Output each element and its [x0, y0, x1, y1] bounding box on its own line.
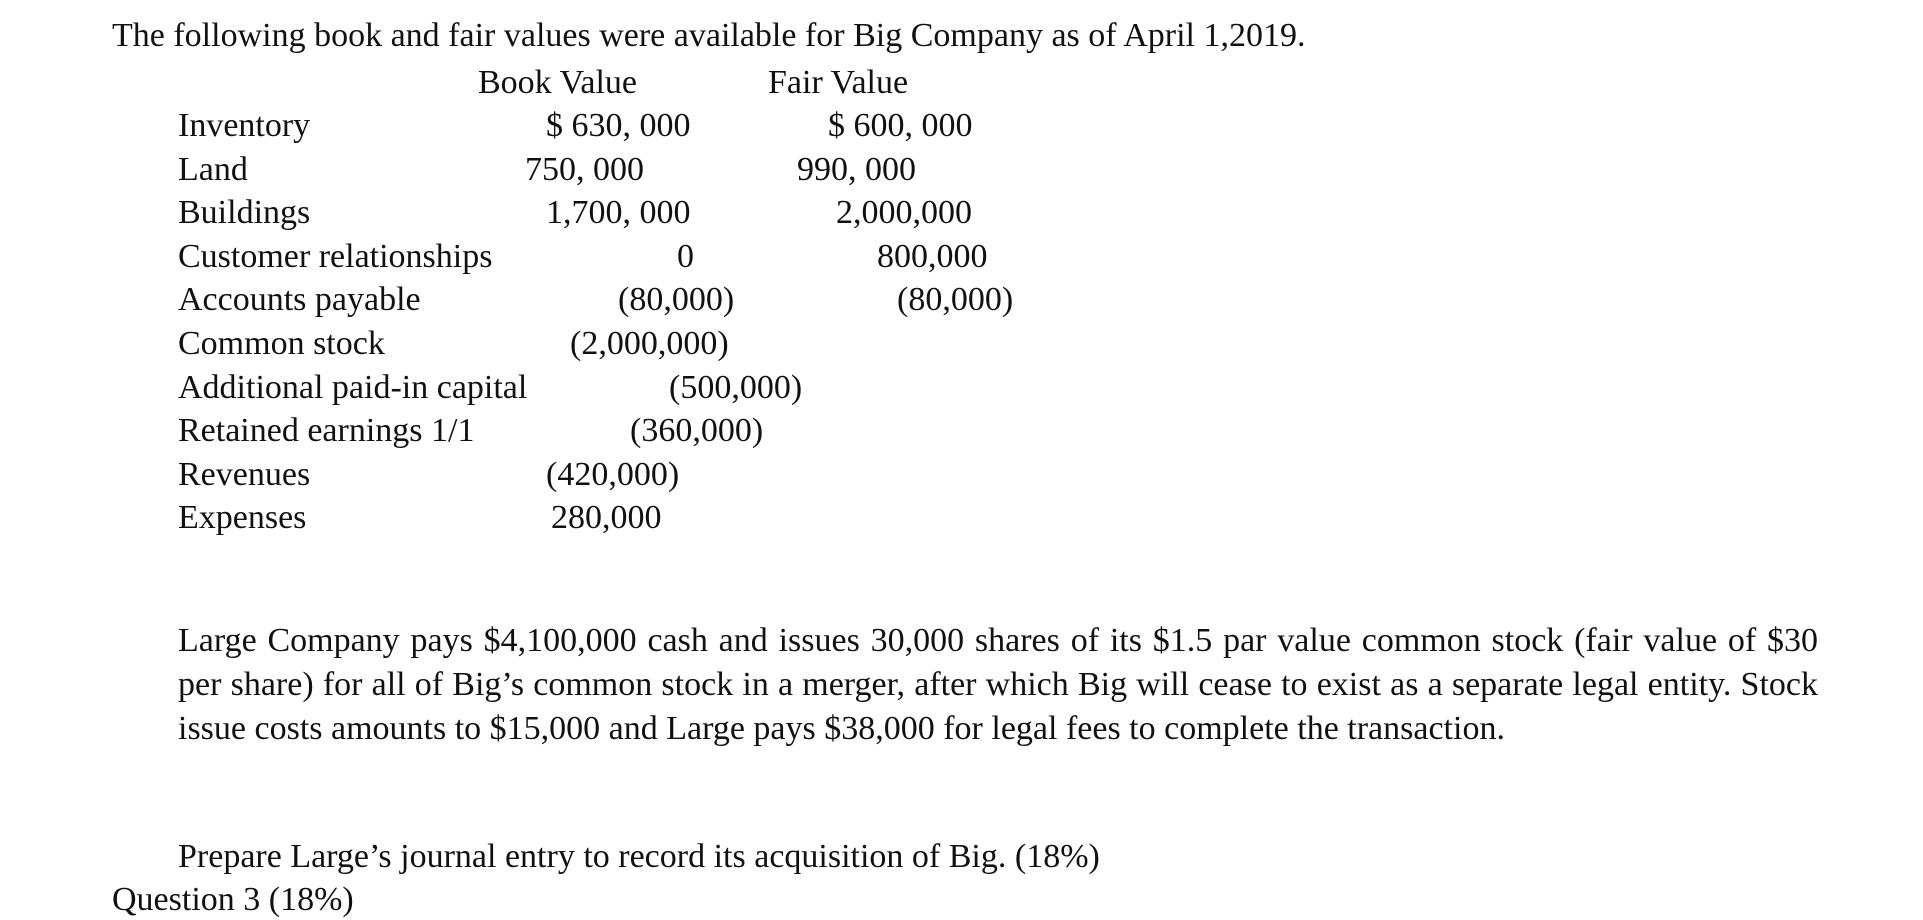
book-value-expenses: 280,000	[551, 499, 662, 536]
book-value-retained-earnings: (360,000)	[630, 412, 764, 449]
row-label-retained-earnings: Retained earnings 1/1	[178, 412, 475, 449]
row-label-land: Land	[178, 151, 248, 188]
row-label-inventory: Inventory	[178, 107, 311, 144]
cutoff-question-heading: Question 3 (18%)	[112, 881, 354, 918]
fair-value-land: 990, 000	[797, 151, 916, 188]
fair-value-accounts-payable: (80,000)	[897, 281, 1014, 318]
fair-value-inventory: $ 600, 000	[828, 107, 973, 144]
row-label-customer-relationships: Customer relationships	[178, 238, 493, 275]
book-value-land: 750, 000	[525, 151, 644, 188]
book-value-accounts-payable: (80,000)	[618, 281, 735, 318]
fair-value-customer-relationships: 800,000	[877, 238, 988, 275]
book-value-buildings: 1,700, 000	[546, 194, 691, 231]
book-value-revenues: (420,000)	[546, 456, 680, 493]
row-label-buildings: Buildings	[178, 194, 311, 231]
book-value-header: Book Value	[478, 64, 637, 101]
book-value-customer-relationships: 0	[677, 238, 694, 275]
row-label-revenues: Revenues	[178, 456, 311, 493]
book-value-inventory: $ 630, 000	[546, 107, 691, 144]
transaction-paragraph: Large Company pays $4,100,000 cash and issues 30,000 shares of its $1.5 par value common stock (fair value of $30 per share) for all of Big’s common stock in a merger, after which Big will cease to exist as a separate legal entity. Stock issue costs amounts to $15,000 and Large pays $38,000 for legal fees to complete the transaction.	[178, 622, 1818, 747]
instruction-text: Prepare Large’s journal entry to record its acquisition of Big. (18%)	[178, 838, 1100, 875]
book-value-additional-paid-in-capital: (500,000)	[669, 369, 803, 406]
book-value-common-stock: (2,000,000)	[570, 325, 729, 362]
fair-value-header: Fair Value	[768, 64, 909, 101]
fair-value-buildings: 2,000,000	[836, 194, 972, 231]
row-label-expenses: Expenses	[178, 499, 307, 536]
intro-text: The following book and fair values were available for Big Company as of April 1,2019.	[112, 17, 1306, 54]
row-label-accounts-payable: Accounts payable	[178, 281, 421, 318]
row-label-additional-paid-in-capital: Additional paid-in capital	[178, 369, 528, 406]
row-label-common-stock: Common stock	[178, 325, 385, 362]
